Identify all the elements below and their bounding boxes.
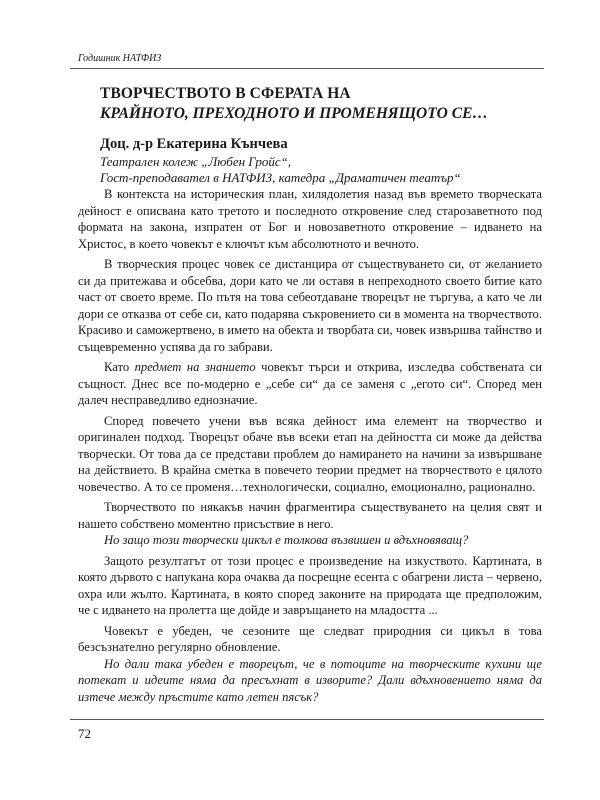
article-title bbox=[100, 84, 540, 124]
author-block bbox=[100, 135, 540, 186]
question-paragraph: Но защо този творчески цикъл е толкова възвишен и вдъхновяващ? bbox=[104, 533, 469, 547]
author-name: Доц. д-р Екатерина Кънчева bbox=[100, 136, 288, 152]
paragraph-text: човекът търси и открива, изследва собствената си същност. Днес все по-модерно е „себе си“ да се заменя с „егото си“. Според мен далеч несправедливо еднозначие. bbox=[78, 360, 542, 407]
paragraph: В контекста на историческия план, хилядолетия назад във времето творческата дейност е описвана като третото и последното откровение след старозаветното под формата на закона, изпратен от Бог и новозаветното откровение – идването на Христос, в което човекът е ключът към абсолютното и вечното. bbox=[78, 187, 542, 251]
page-number: 72 bbox=[78, 726, 91, 741]
paragraph-text: Като bbox=[104, 360, 135, 374]
header-rule bbox=[70, 68, 544, 69]
paragraph-text: В творческия процес човек се дистанцира от съществуването си, от желанието си да притежава и обсебва, дори като че ли оставя в непреходното своето битие като част от своето време. По пътя на това себеотдаване творецът не търгува, а като че ли дори се отказва от себе си, като подарява съкровението си в момента на творчеството. Красиво и саможертвено, в името на обекта и творбата си, човек извършва тайнство и същевременно успява да го забрави. bbox=[78, 257, 542, 354]
author-affiliation-2: Гост-преподавател в НАТФИЗ, катедра „Драматичен театър“ bbox=[100, 170, 461, 185]
article-body bbox=[78, 186, 542, 705]
article-title-line1: ТВОРЧЕСТВОТО В СФЕРАТА НА bbox=[100, 85, 351, 102]
paragraph: Според повечето учени във всяка дейност има елемент на творчество и оригинален подход. Творецът обаче във всеки етап на дейността си може да действа творчески. От това да се представи проблем до намирането на начини за извършване на действието. В крайна сметка в повечето теории предмет на творчеството е цялото човечество. А то се променя…технологически, социално, емоционално, рационално. bbox=[78, 413, 542, 494]
paragraph: Защото резултатът от този процес е произведение на изкуството. Картината, в която дървото с напукана кора очаква да посрещне есента с обагрени листа – червено, охра или жълто. Картината, в която според законите на природата ще предположим, че с идването на пролетта ще дойде и завръщането на младостта ... bbox=[78, 553, 542, 617]
footer-rule bbox=[70, 719, 544, 720]
paragraph: Човекът е убеден, че сезоните ще следват природния си цикъл в това безсъзнателно регулярно обновление. bbox=[78, 623, 542, 654]
running-header: Годишник НАТФИЗ bbox=[78, 53, 162, 64]
paragraph bbox=[78, 256, 542, 355]
emphasis-text: предмет на знанието bbox=[134, 360, 256, 374]
paragraph: Творчеството по някакъв начин фрагментира съществуването на целия свят и нашето собствено моментно присъствие в него. bbox=[78, 500, 542, 531]
paragraph bbox=[78, 359, 542, 409]
author-affiliation-1: Театрален колеж „Любен Гройс“, bbox=[100, 154, 292, 169]
article-title-line2: КРАЙНОТО, ПРЕХОДНОТО И ПРОМЕНЯЩОТО СЕ… bbox=[100, 105, 488, 122]
question-paragraph: Но дали така убеден е творецът, че в потоците на творческите кухини ще потекат и идеите няма да пресъхнат в изворите? Дали вдъхновението няма да изтече между пръстите като летен пясък? bbox=[78, 656, 542, 704]
